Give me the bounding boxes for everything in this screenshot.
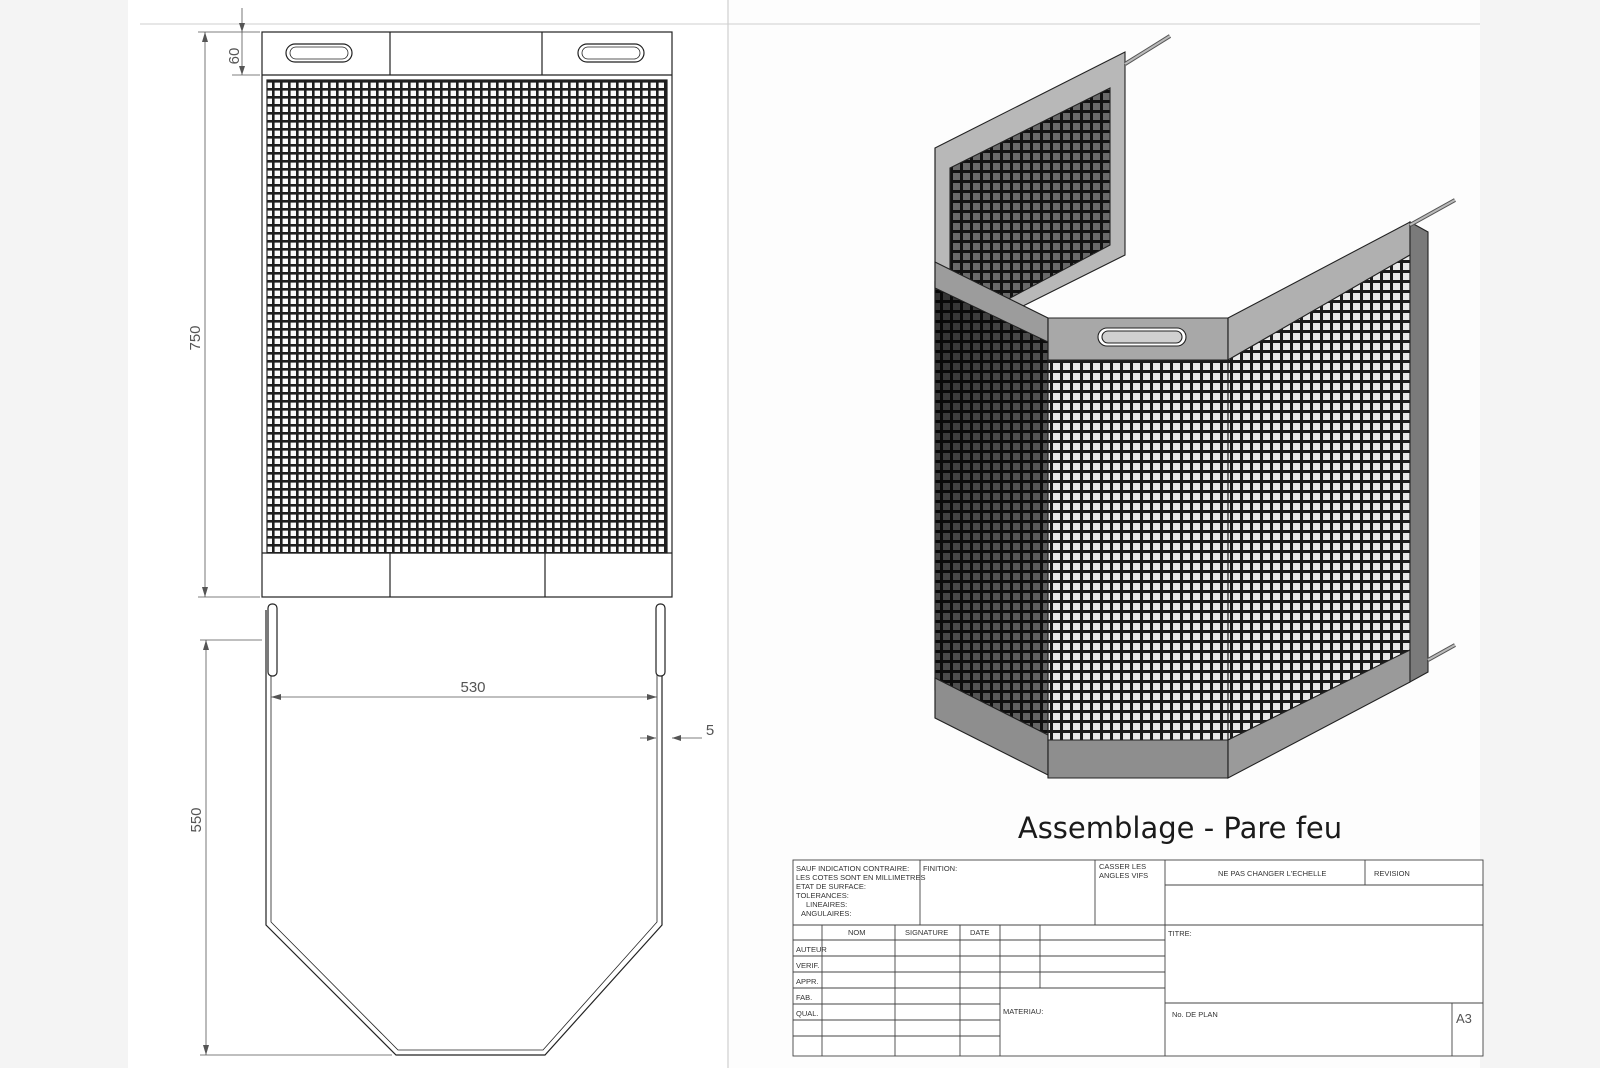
header-date: DATE	[970, 928, 990, 937]
sheet-size: A3	[1456, 1011, 1472, 1026]
material-label: MATERIAU:	[1003, 1007, 1044, 1016]
note-5: LINEAIRES:	[806, 900, 848, 909]
note-3: ETAT DE SURFACE:	[796, 882, 867, 891]
header-name: NOM	[848, 928, 866, 937]
revision-label: REVISION	[1374, 869, 1410, 878]
finish-label: FINITION:	[923, 864, 958, 873]
row-fab: FAB.	[796, 993, 813, 1002]
title-block	[793, 860, 1483, 1056]
row-author: AUTEUR	[796, 945, 827, 954]
note-1: SAUF INDICATION CONTRAIRE:	[796, 864, 910, 873]
drawing-title: Assemblage - Pare feu	[1017, 811, 1343, 845]
header-signature: SIGNATURE	[905, 928, 949, 937]
front-view	[262, 32, 672, 597]
note-4: TOLERANCES:	[796, 891, 849, 900]
dimension-plan-depth: 550	[188, 807, 205, 833]
edges-label-2: ANGLES VIFS	[1099, 871, 1149, 880]
row-verif: VERIF.	[796, 961, 820, 970]
front-mesh-panel	[267, 80, 667, 553]
scale-note: NE PAS CHANGER L'ECHELLE	[1218, 869, 1327, 878]
title-label: TITRE:	[1168, 929, 1192, 938]
plan-number-label: No. DE PLAN	[1172, 1010, 1218, 1019]
dimension-top-tab: 60	[226, 47, 243, 65]
row-appr: APPR.	[796, 977, 819, 986]
edges-label-1: CASSER LES	[1099, 862, 1147, 871]
row-qual: QUAL.	[796, 1009, 819, 1018]
dimension-panel-height: 750	[187, 325, 204, 351]
note-2: LES COTES SONT EN MILLIMETRES	[796, 873, 926, 882]
dimension-wall-thickness: 5	[705, 722, 715, 739]
dimension-inner-width: 530	[460, 679, 486, 696]
note-6: ANGULAIRES:	[801, 909, 852, 918]
